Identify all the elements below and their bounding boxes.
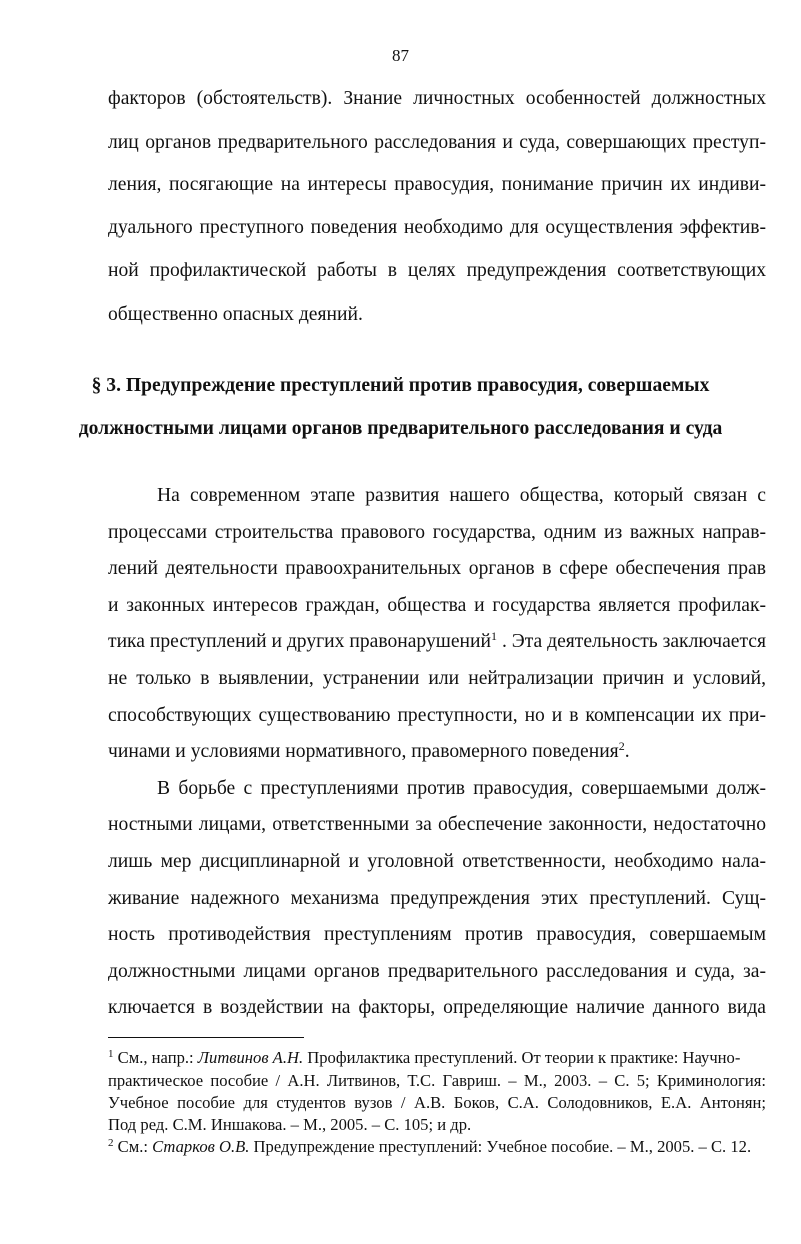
text-line-with-footnote [108, 629, 766, 655]
text-line: лиц органов предварительного расследования и суда, совершающих преступ- [108, 132, 766, 153]
footnote-ref-1[interactable]: 1 [491, 629, 498, 644]
text-line: общественно опасных деяний. [108, 304, 363, 325]
footnote-1: $^1$ См., напр.: Литвинов А.Н. Профилактика преступлений. От теории к практике: Научно- [108, 1048, 741, 1067]
text-line: ления, посягающие на интересы правосудия, понимание причин их индиви- [108, 174, 766, 195]
paragraph-first-line: В борьбе с преступлениями против правосудия, совершаемыми долж- [157, 777, 766, 799]
footnote-ref-2[interactable]: 2 [618, 739, 625, 754]
text-line: процессами строительства правового государства, одним из важных направ- [108, 521, 766, 543]
paragraph-first-line: На современном этапе развития нашего общества, который связан с [157, 485, 766, 506]
footnote-line: Учебное пособие для студентов вузов / А.В. Боков, С.А. Солодовников, Е.А. Антонян; [108, 1093, 766, 1112]
text-line: дуального преступного поведения необходимо для осуществления эффектив- [108, 217, 766, 238]
text-line: ключается в воздействии на факторы, определяющие наличие данного вида [108, 997, 766, 1019]
footnote-separator [108, 1037, 304, 1038]
text-line-with-footnote: чинами и условиями нормативного, правомерного поведения$^2$. [108, 739, 630, 763]
text-line: факторов (обстоятельств). Знание личностных особенностей должностных [108, 88, 766, 109]
text-fragment: тика преступлений и других правонарушений$^1$ [108, 629, 498, 653]
text-fragment: . Эта деятельность заключается [501, 631, 766, 653]
page-number: 87 [392, 46, 409, 65]
text-line: ность противодействия преступлениям против правосудия, совершаемым [108, 924, 766, 946]
text-line: способствующих существованию преступности, но и в компенсации их при- [108, 704, 766, 726]
footnote-line: практическое пособие / А.Н. Литвинов, Т.С. Гавриш. – М., 2003. – С. 5; Криминология: [108, 1071, 766, 1090]
text-line: лишь мер дисциплинарной и уголовной ответственности, необходимо нала- [108, 851, 766, 872]
text-line: ностными лицами, ответственными за обеспечение законности, недостаточно [108, 814, 766, 836]
text-line: не только в выявлении, устранении или нейтрализации причин и условий, [108, 668, 766, 689]
section-heading-line2: должностными лицами органов предварительного расследования и суда [78, 418, 723, 439]
footnote-line: Под ред. С.М. Иншакова. – М., 2005. – С. 105; и др. [108, 1115, 472, 1134]
footnote-2: $^2$ См.: Старков О.В. Предупреждение преступлений: Учебное пособие. – М., 2005. – С. 12. [108, 1137, 752, 1156]
section-heading-line1: § 3. Предупреждение преступлений против правосудия, совершаемых [91, 375, 710, 396]
text-line: лений деятельности правоохранительных органов в сфере обеспечения прав [108, 558, 766, 580]
text-line: живание надежного механизма предупреждения этих преступлений. Сущ- [108, 887, 766, 909]
text-line: и законных интересов граждан, общества и государства является профилак- [108, 594, 766, 616]
text-line: должностными лицами органов предварительного расследования и суда, за- [108, 960, 766, 982]
text-line: ной профилактической работы в целях предупреждения соответствующих [108, 260, 766, 281]
